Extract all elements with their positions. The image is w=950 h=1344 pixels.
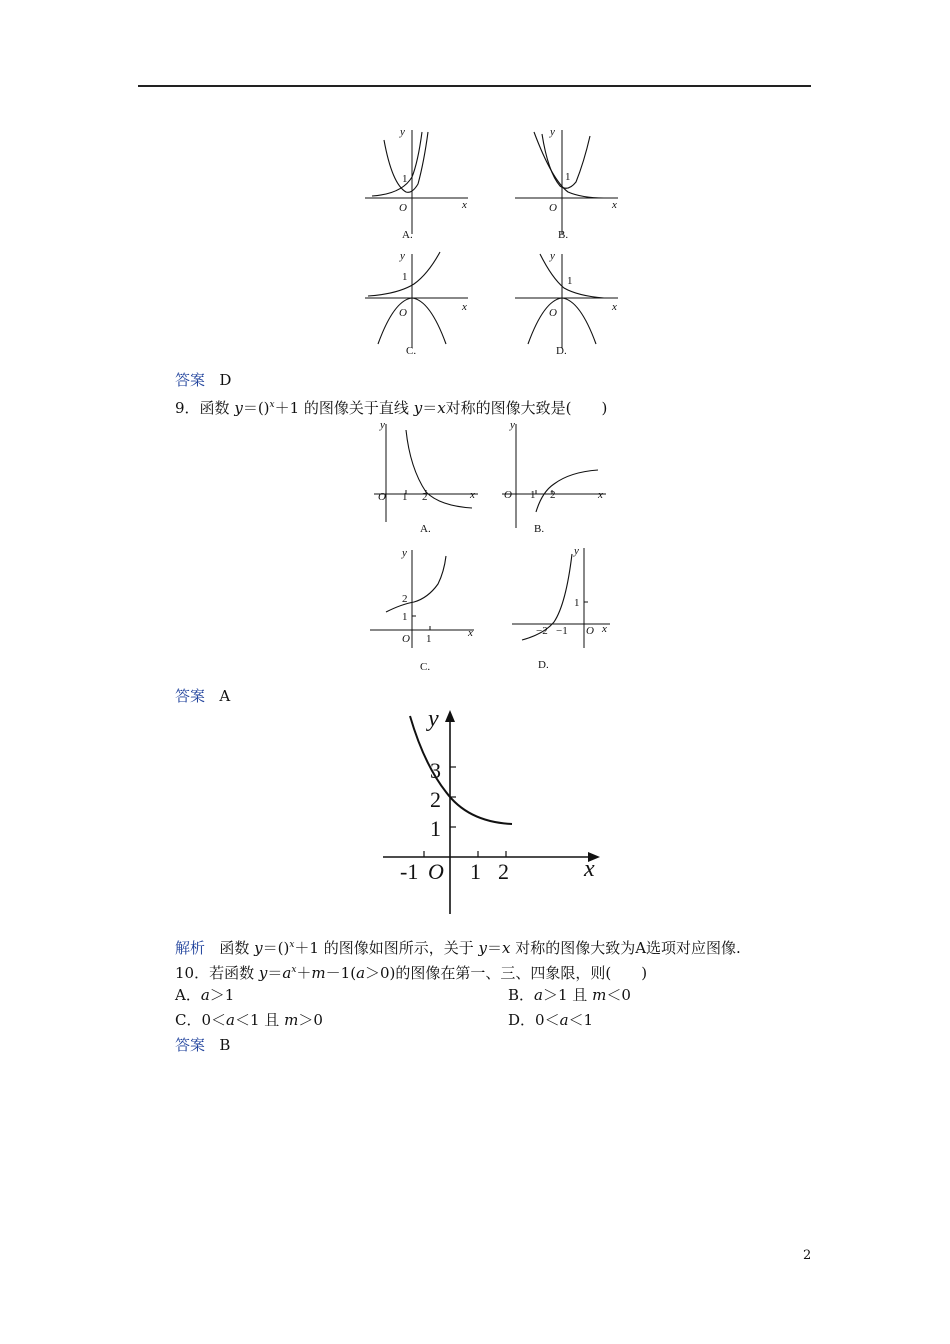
- axis-label-y: y: [550, 126, 555, 138]
- option-text: ＞1 且: [542, 986, 593, 1004]
- option-caption: B.: [558, 229, 569, 241]
- exponent-x: x: [269, 400, 275, 410]
- origin-label: O: [549, 307, 557, 319]
- tick-label: 2: [550, 489, 556, 501]
- explain-text: ＝(): [262, 939, 290, 957]
- answer-label: 答案: [175, 687, 206, 705]
- explain-text: ＝: [486, 939, 502, 957]
- q10-option-d: [508, 1010, 593, 1030]
- tick-label: 3: [430, 758, 441, 783]
- option-caption: A.: [402, 229, 413, 241]
- axis-label-x: x: [602, 623, 607, 635]
- origin-label: O: [586, 625, 594, 637]
- answer-value: A: [219, 687, 231, 705]
- q9-answer: [175, 686, 230, 706]
- origin-label: O: [399, 307, 407, 319]
- tick-label: 1: [402, 173, 408, 185]
- option-text: D．0＜: [508, 1011, 560, 1029]
- tick-label: −1: [556, 625, 568, 637]
- var-a: a: [559, 1011, 569, 1029]
- stem-text: ＋1 的图像关于直线: [274, 399, 414, 417]
- q8-graph-b: [512, 122, 622, 242]
- axis-label-x: x: [612, 199, 617, 211]
- tick-label: 1: [430, 816, 441, 841]
- q9-graph-b: [500, 418, 612, 540]
- q8-graph-d: [512, 244, 622, 359]
- var-a: a: [200, 986, 210, 1004]
- axis-label-y: y: [380, 419, 385, 431]
- axis-label-x: x: [462, 199, 467, 211]
- option-text: ＜1 且: [234, 1011, 285, 1029]
- option-text: ＞0: [298, 1011, 323, 1029]
- explain-label: 解析: [175, 939, 206, 957]
- var-a: a: [282, 964, 292, 982]
- var-m: m: [284, 1011, 299, 1029]
- q8-graph-c: [362, 244, 472, 359]
- explain-text: ＋1 的图像如图所示，关于: [294, 939, 479, 957]
- axis-label-y: y: [400, 126, 405, 138]
- option-text: ＜1: [568, 1011, 594, 1029]
- var-m: m: [592, 986, 607, 1004]
- axis-label-y: y: [402, 547, 407, 559]
- question-number: 10．: [175, 964, 210, 982]
- tick-label: −2: [536, 625, 548, 637]
- axis-label-y: y: [400, 250, 405, 262]
- option-caption: C.: [420, 661, 431, 673]
- q9-stem: [175, 395, 607, 418]
- tick-label: 1: [470, 859, 481, 884]
- origin-label: O: [428, 859, 444, 884]
- axis-label-x: x: [598, 489, 603, 501]
- axis-label-x: x: [612, 301, 617, 313]
- q9-graph-a: [370, 418, 482, 540]
- option-text: C．0＜: [175, 1011, 227, 1029]
- tick-label: 1: [567, 275, 573, 287]
- stem-text: ＝: [422, 399, 438, 417]
- q10-answer: [175, 1035, 230, 1055]
- var-a: a: [356, 964, 366, 982]
- tick-label: 1: [574, 597, 580, 609]
- option-text: ＜0: [606, 986, 631, 1004]
- tick-label: 2: [402, 593, 408, 605]
- stem-text: 若函数: [209, 964, 259, 982]
- tick-label: 2: [498, 859, 509, 884]
- tick-label: 1: [402, 491, 408, 503]
- question-number: 9．: [175, 399, 200, 417]
- var-y: y: [413, 399, 423, 417]
- axis-label-x: x: [468, 627, 473, 639]
- axis-label-y: y: [550, 250, 555, 262]
- var-y: y: [258, 964, 268, 982]
- option-caption: B.: [534, 523, 545, 535]
- option-text: A．: [175, 986, 201, 1004]
- q10-option-c: [175, 1010, 323, 1030]
- axis-label-y: y: [428, 706, 439, 732]
- tick-label: 2: [422, 491, 428, 503]
- answer-value: B: [219, 1036, 231, 1054]
- var-y: y: [478, 939, 487, 957]
- answer-label: 答案: [175, 371, 206, 389]
- var-y: y: [254, 939, 263, 957]
- option-text: B．: [508, 986, 535, 1004]
- answer-value: D: [219, 371, 232, 389]
- option-caption: D.: [538, 659, 549, 671]
- q10-stem: [175, 960, 647, 983]
- tick-label: 1: [402, 271, 408, 283]
- q9-graph-c: [368, 544, 480, 674]
- tick-label: 2: [430, 787, 441, 812]
- q9-graph-d: [510, 544, 622, 674]
- var-y: y: [234, 399, 243, 417]
- q8-answer: [175, 370, 231, 390]
- origin-label: O: [399, 202, 407, 214]
- page-number: 2: [803, 1248, 812, 1263]
- origin-label: O: [504, 489, 512, 501]
- axis-label-y: y: [510, 419, 515, 431]
- explain-text: 对称的图像大致为A选项对应图像.: [510, 939, 741, 957]
- tick-label: 1: [565, 171, 571, 183]
- origin-label: O: [402, 633, 410, 645]
- axis-label-y: y: [574, 545, 579, 557]
- header-rule: [138, 85, 811, 87]
- stem-text: ＝(): [242, 399, 270, 417]
- option-caption: D.: [556, 345, 567, 357]
- origin-label: O: [549, 202, 557, 214]
- var-x: x: [437, 399, 446, 417]
- var-x: x: [501, 939, 511, 957]
- answer-label: 答案: [175, 1036, 206, 1054]
- q8-graph-a: [362, 122, 472, 242]
- option-text: ＞1: [209, 986, 235, 1004]
- var-m: m: [311, 964, 326, 982]
- option-caption: A.: [420, 523, 431, 535]
- exponent-x: x: [291, 965, 297, 975]
- tick-label: 1: [530, 489, 536, 501]
- q9-explain-graph: [380, 704, 605, 918]
- axis-label-x: x: [462, 301, 467, 313]
- var-a: a: [534, 986, 543, 1004]
- stem-text: 对称的图像大致是( ): [445, 399, 608, 417]
- q10-option-b: [508, 985, 631, 1005]
- stem-text: 函数: [199, 399, 235, 417]
- q9-explanation: [175, 935, 741, 958]
- exponent-x: x: [289, 940, 295, 950]
- stem-text: ＝: [267, 964, 283, 982]
- tick-label: 1: [426, 633, 432, 645]
- stem-text: ＋: [296, 964, 312, 982]
- q10-option-a: [175, 985, 234, 1005]
- tick-label: 1: [402, 611, 408, 623]
- explain-text: 函数: [219, 939, 255, 957]
- stem-text: ＞0)的图像在第一、三、四象限，则( ): [365, 964, 648, 982]
- var-a: a: [226, 1011, 235, 1029]
- axis-label-x: x: [470, 489, 475, 501]
- axis-label-x: x: [584, 856, 595, 882]
- tick-label: -1: [400, 859, 419, 884]
- origin-label: O: [378, 491, 386, 503]
- option-caption: C.: [406, 345, 417, 357]
- stem-text: －1(: [325, 964, 357, 982]
